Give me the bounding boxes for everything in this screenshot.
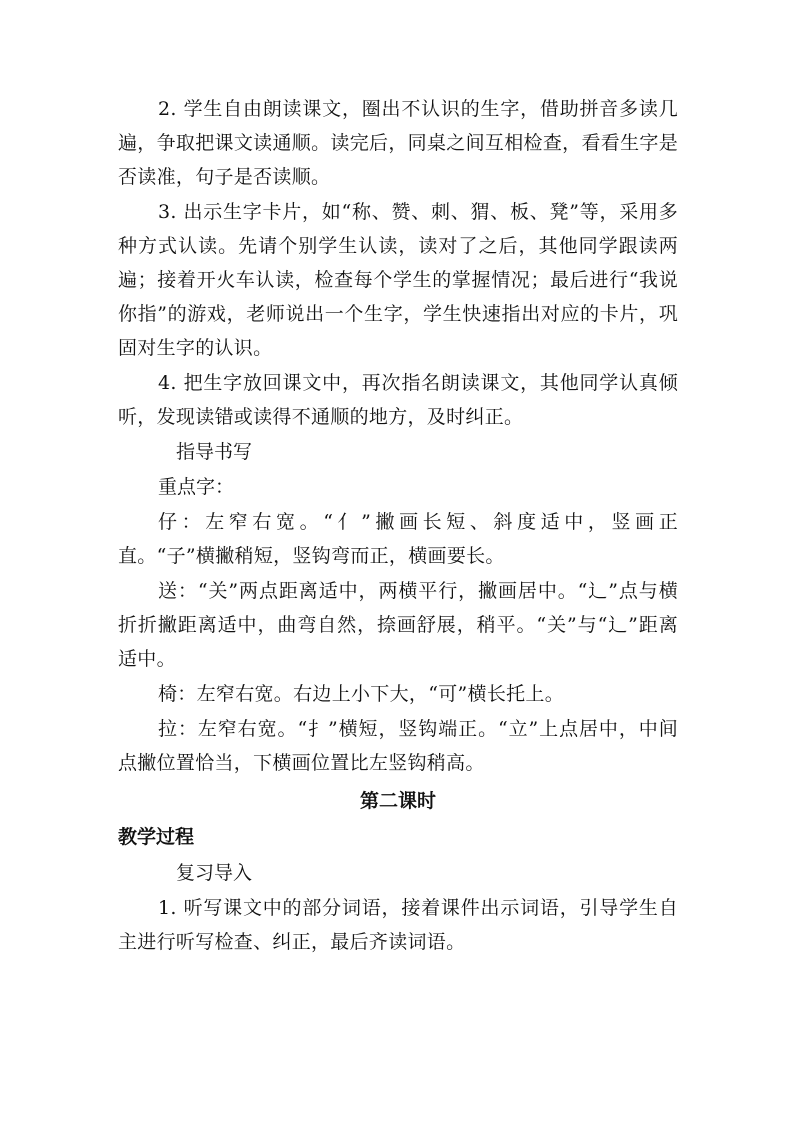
guide-item-zai: 仔：左窄右宽。“亻”撇画长短、斜度适中，竖画正直。“子”横撇稍短，竖钩弯而正，横画要长。 bbox=[118, 511, 678, 567]
writing-guide-heading: 指导书写 bbox=[176, 441, 253, 463]
teaching-process-heading: 教学过程 bbox=[118, 826, 195, 848]
paragraph-step-4: 4. 把生字放回课文中，再次指名朗读课文，其他同学认真倾听，发现读错或读得不通顺的地方，及时纠正。 bbox=[118, 372, 678, 428]
lesson-two-title: 第二课时 bbox=[359, 790, 436, 812]
page-content bbox=[118, 92, 678, 960]
paragraph-step-2: 2. 学生自由朗读课文，圈出不认识的生字，借助拼音多读几遍，争取把课文读通顺。读完后，同桌之间互相检查，看看生字是否读准，句子是否读顺。 bbox=[118, 98, 678, 188]
guide-item-song: 送：“关”两点距离适中，两横平行，撇画居中。“辶”点与横折折撇距离适中，曲弯自然，捺画舒展，稍平。“关”与“辶”距离适中。 bbox=[118, 580, 678, 670]
paragraph-step-3: 3. 出示生字卡片，如“称、赞、刺、猬、板、凳”等，采用多种方式认读。先请个别学生认读，读对了之后，其他同学跟读两遍；接着开火车认读，检查每个学生的掌握情况；最后进行“我说你指”的游戏，老师说出一个生字，学生快速指出对应的卡片，巩固对生字的认识。 bbox=[118, 201, 678, 359]
guide-item-yi: 椅：左窄右宽。右边上小下大，“可”横长托上。 bbox=[158, 683, 565, 705]
review-intro-heading: 复习导入 bbox=[176, 862, 253, 884]
guide-item-la: 拉：左窄右宽。“扌”横短，竖钩端正。“立”上点居中，中间点撇位置恰当，下横画位置比左竖钩稍高。 bbox=[118, 718, 678, 774]
review-step-1: 1. 听写课文中的部分词语，接着课件出示词语，引导学生自主进行听写检查、纠正，最后齐读词语。 bbox=[118, 897, 678, 953]
key-characters-label: 重点字： bbox=[158, 476, 235, 498]
